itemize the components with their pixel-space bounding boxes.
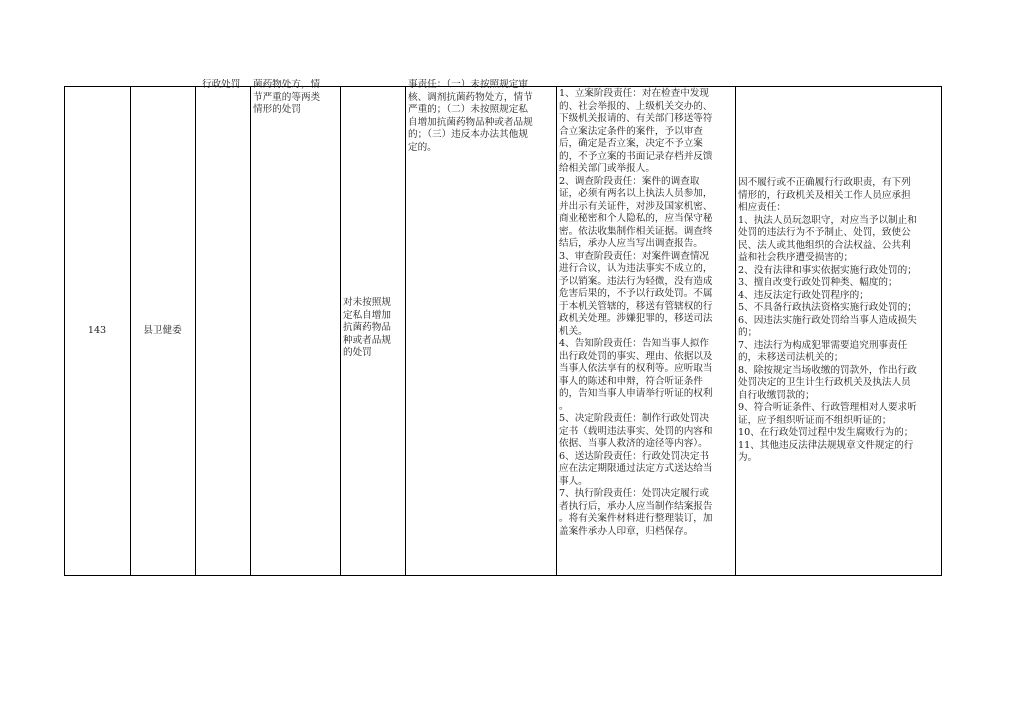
department-name: 县卫健委 <box>143 325 182 336</box>
column-divider-2 <box>195 86 196 576</box>
sub-item-name: 对未按照规 定私自增加 抗菌药物品 种或者品规 的处罚 <box>343 297 391 358</box>
row-number: 143 <box>87 325 107 336</box>
table-border-right <box>941 86 942 576</box>
column-divider-3 <box>250 86 251 576</box>
category-fragment: 行政处罚 <box>202 79 241 90</box>
column-divider-6 <box>556 86 557 576</box>
row-bottom-border <box>64 575 942 576</box>
legal-basis-fragment: 事责任：（一）未按照规定审 核、调剂抗菌药物处方，情节 严重的；（二）未按照规定私 自增加抗菌药物品种或者品规 的；（三）违反本办法其他规 定的。 <box>408 79 533 153</box>
responsibility-steps: 1、立案阶段责任：对在检查中发现 的、社会举报的、上级机关交办的、 下级机关报请的、有关部门移送等符 合立案法定条件的案件，予以审查 后，确定是否立案，决定不予立案 的，不予立案的书面记录存档并反馈 给相关部门或举报人。 2、调查阶段责任：案件的调查取 证，必须有两名以上执法人员参加， 并出示有关证件，对涉及国家机密、 商业秘密和个人隐私的，应当保守秘 密。依法收集制作相关证据。调查终 结后，承办人应当写出调查报告。 3、审查阶段责任：对案件调查情况 进行合议，认为违法事实不成立的， 予以销案。违法行为轻微，没有造成 危害后果的，不予以行政处罚。不属 于本机关管辖的，移送有管辖权的行 政机关处理。涉嫌犯罪的，移送司法 机关。 4、告知阶段责任：告知当事人拟作 出行政处罚的事实、理由、依据以及 当事人依法享有的权利等。应听取当 事人的陈述和申辩，符合听证条件 的，告知当事人申请举行听证的权利 。 5、决定阶段责任：制作行政处罚决 定书（载明违法事实、处罚的内容和 依据、当事人救济的途径等内容）。 6、送达阶段责任：行政处罚决定书 应在法定期限通过法定方式送达给当 事人。 7、执行阶段责任：处罚决定履行或 者执行后，承办人应当制作结案报告 。将有关案件材料进行整理装订，加 盖案件承办人印章，归档保存。 <box>559 88 713 537</box>
accountability-clauses: 因不履行或不正确履行行政职责，有下列 情形的，行政机关及相关工作人员应承担 相应责任： 1、执法人员玩忽职守，对应当予以制止和 处罚的违法行为不予制止、处罚，致使公 民、法人或其他组织的合法权益、公共利 益和社会秩序遭受损害的； 2、没有法律和事实依据实施行政处罚的； 3、擅自改变行政处罚种类、幅度的； 4、违反法定行政处罚程序的； 5、不具备行政执法资格实施行政处罚的； 6、因违法实施行政处罚给当事人造成损失 的； 7、违法行为构成犯罪需要追究刑事责任 的，未移送司法机关的； 8、除按规定当场收缴的罚款外，作出行政 处罚决定的卫生计生行政机关及执法人员 自行收缴罚款的； 9、符合听证条件、行政管理相对人要求听 证，应予组织听证而不组织听证的； 10、在行政处罚过程中发生腐败行为的； 11、其他违反法律法规规章文件规定的行 为。 <box>738 177 917 463</box>
parent-item-fragment: 菌药物处方，情 节严重的等两类 情形的处罚 <box>253 79 321 115</box>
column-divider-5 <box>405 86 406 576</box>
column-divider-4 <box>340 86 341 576</box>
